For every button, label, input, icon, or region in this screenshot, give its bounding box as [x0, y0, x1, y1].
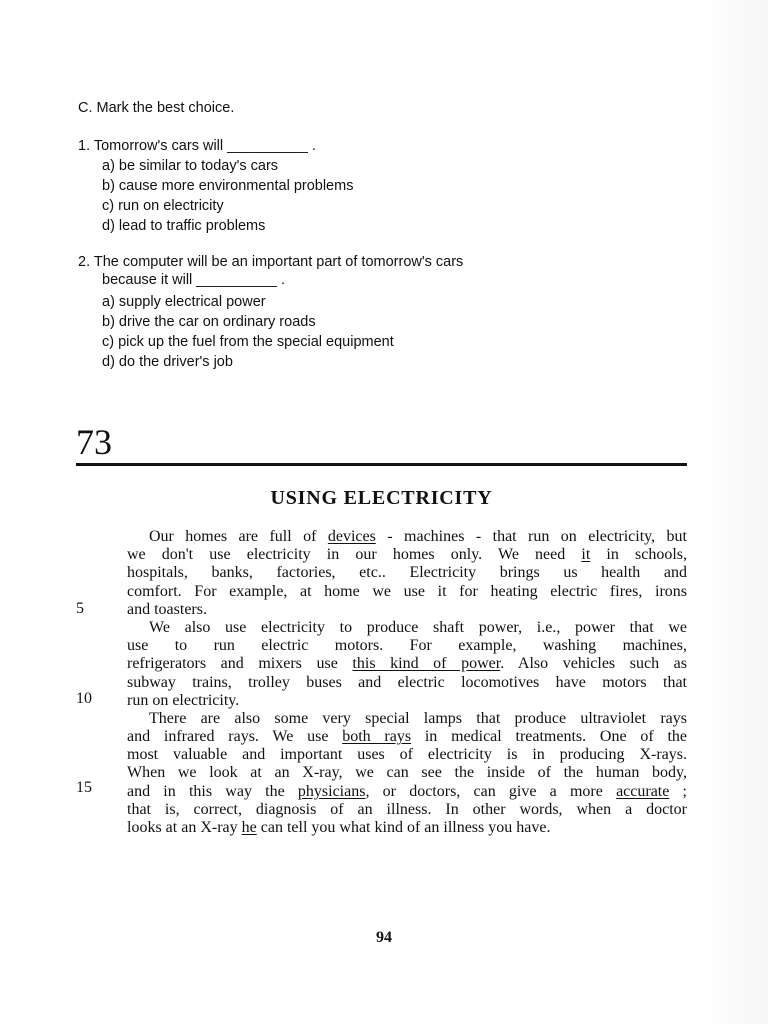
question-1-option-c: c) run on electricity: [102, 198, 224, 214]
text-run: and infrared rays. We use: [127, 728, 343, 746]
passage-line: [127, 546, 687, 564]
underlined-word: he: [241, 819, 257, 836]
text-run: hospitals, banks, factories, etc.. Electricity brings us health and: [127, 564, 687, 582]
page-number: 94: [376, 929, 392, 946]
text-run: and in this way the: [127, 782, 298, 800]
text-run: refrigerators and mixers use: [127, 655, 353, 673]
passage-line: [127, 655, 687, 673]
question-1-option-d: d) lead to traffic problems: [102, 218, 266, 234]
underlined-word: both rays: [342, 728, 412, 746]
question-2-stem-continued: because it will __________ .: [102, 272, 285, 288]
underlined-word: devices: [327, 528, 376, 545]
passage-line: [127, 801, 687, 819]
text-run: - machines - that run on electricity, but: [375, 528, 688, 545]
passage-line: [127, 692, 687, 710]
line-number-5: 5: [76, 600, 84, 617]
text-run: use to run electric motors. For example, washing machines,: [127, 637, 687, 655]
question-2-option-d: d) do the driver's job: [102, 354, 233, 370]
passage-line: [127, 583, 687, 601]
passage-line: [127, 619, 687, 637]
text-run: run on electricity.: [127, 691, 240, 709]
passage-line: [127, 710, 687, 728]
passage-line: [127, 746, 687, 764]
question-1-stem: 1. Tomorrow's cars will __________ .: [78, 138, 316, 154]
unit-divider-rule: [76, 463, 687, 466]
text-run: most valuable and important uses of electricity is in producing X-rays.: [127, 746, 687, 764]
text-run: We also use electricity to produce shaft power, i.e., power that we: [149, 618, 687, 636]
text-run: can tell you what kind of an illness you have.: [256, 819, 551, 836]
passage-line: [127, 764, 687, 782]
text-run: comfort. For example, at home we use it for heating electric fires, irons: [127, 582, 687, 600]
line-number-10: 10: [76, 690, 92, 707]
text-run: . Also vehicles such as: [500, 655, 687, 673]
passage-line: [127, 528, 687, 546]
text-run: in schools,: [590, 546, 687, 564]
text-run: There are also some very special lamps that produce ultraviolet rays: [149, 709, 687, 727]
text-run: When we look at an X-ray, we can see the inside of the human body,: [127, 764, 687, 782]
text-run: , or doctors, can give a more: [365, 782, 617, 800]
question-2-stem: 2. The computer will be an important part of tomorrow's cars: [78, 254, 464, 270]
text-run: Our homes are full of: [149, 528, 328, 545]
underlined-word: this kind of power: [352, 655, 501, 673]
text-run: and toasters.: [127, 600, 207, 618]
passage-line: [127, 819, 687, 837]
question-2-option-b: b) drive the car on ordinary roads: [102, 314, 316, 330]
text-run: looks at an X-ray: [127, 819, 242, 836]
text-run: subway trains, trolley buses and electric locomotives have motors that: [127, 673, 687, 691]
passage-line: [127, 564, 687, 582]
passage-line: [127, 601, 687, 619]
underlined-word: it: [581, 546, 591, 564]
question-2-option-c: c) pick up the fuel from the special equipment: [102, 334, 394, 350]
reading-title: USING ELECTRICITY: [270, 487, 493, 509]
unit-number: 73: [76, 422, 112, 462]
line-number-15: 15: [76, 779, 92, 796]
text-run: we don't use electricity in our homes only. We need: [127, 546, 582, 564]
text-run: in medical treatments. One of the: [411, 728, 687, 746]
question-1-option-b: b) cause more environmental problems: [102, 178, 354, 194]
page-edge-shadow: [700, 0, 768, 1024]
reading-passage: [127, 528, 687, 837]
passage-line: [127, 728, 687, 746]
text-run: that is, correct, diagnosis of an illness. In other words, when a doctor: [127, 800, 687, 818]
underlined-word: accurate: [616, 782, 670, 800]
passage-line: [127, 783, 687, 801]
passage-line: [127, 637, 687, 655]
question-2-option-a: a) supply electrical power: [102, 294, 266, 310]
exercise-heading: C. Mark the best choice.: [78, 100, 235, 116]
text-run: ;: [669, 782, 687, 800]
underlined-word: physicians: [297, 782, 366, 800]
passage-line: [127, 674, 687, 692]
question-1-option-a: a) be similar to today's cars: [102, 158, 279, 174]
